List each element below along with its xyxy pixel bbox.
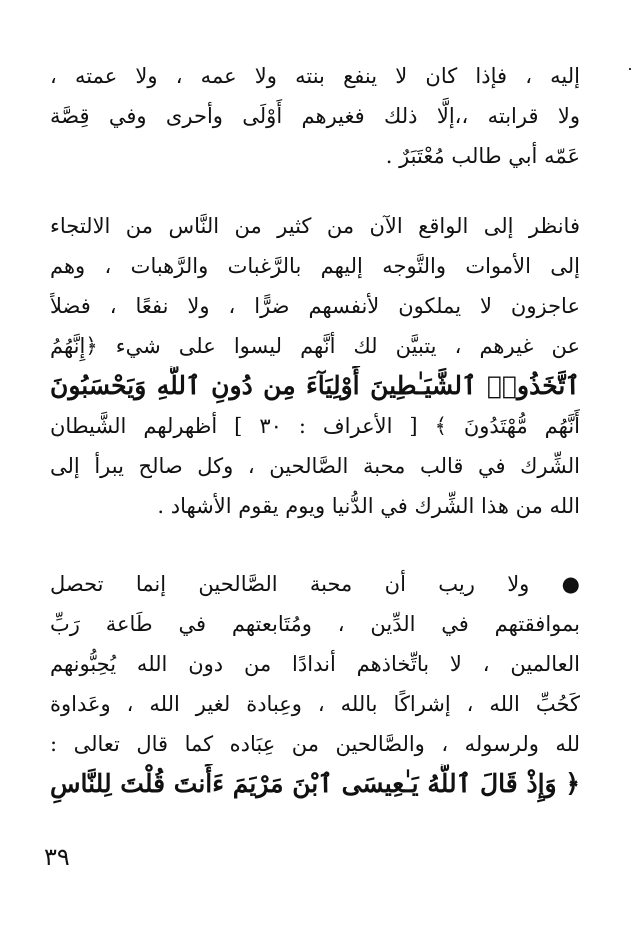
text-line: ولا قرابته ،،إلَّا ذلك فغيرهم أَوْلَى وأحرى وفي قِصَّة [50,104,580,128]
page-number: ٣٩ [44,843,70,871]
text-line: أَنَّهُم مُّهْتَدُونَ ﴾ [ الأعراف : ٣٠ ] أظهرلهم الشَّيطان [50,414,580,438]
paragraph-3 [50,564,580,804]
text-line: الله من هذا الشِّرك في الدُّنيا ويوم يقوم الأشهاد . [157,494,580,518]
text-line: العالمين ، لا باتِّخاذهم أندادًا من دون الله يُحِبُّونهم [50,652,580,676]
scan-edge-mark [629,68,631,70]
text-line: عاجزون لا يملكون لأنفسهم ضرًّا ، ولا نفعًا ، فضلاً [50,294,580,318]
text-line: الشِّرك في قالب محبة الصَّالحين ، وكل صالح يبرأ إلى [50,454,580,478]
text-line: لله ولرسوله ، والصَّالحين من عِبَاده كما قال تعالى : [50,732,580,756]
text-line: إليه ، فإذا كان لا ينفع بنته ولا عمه ، ولا عمته ، [50,64,580,88]
quran-verse-line: ٱتَّخَذُوا۟ ٱلشَّيَـٰطِينَ أَوْلِيَآءَ مِن دُونِ ٱللَّهِ وَيَحْسَبُونَ [50,371,580,400]
text-line: عن غيرهم ، يتبيَّن لك أنَّهم ليسوا على شيء ﴿إِنَّهُمُ [50,334,580,358]
paragraph-1 [50,56,580,176]
paragraph-2 [50,206,580,526]
text-line: كَحُبِّ الله ، إشراكًا بالله ، وعِبادة لغير الله ، وعَداوة [50,692,580,716]
text-line: بموافقتهم في الدِّين ، ومُتَابعتهم في طَاعة رَبِّ [50,612,580,636]
text-line: عَمّه أبي طالب مُعْتَبَرٌ . [385,144,580,168]
text-line: إلى الأموات والتَّوجه إليهم بالرَّغبات والرَّهبات ، وهم [50,254,580,278]
text-line: ● ولا ريب أن محبة الصَّالحين إنما تحصل [50,572,580,596]
text-line: فانظر إلى الواقع الآن من كثير من النَّاس من الالتجاء [50,214,580,238]
quran-verse-line: ﴿ وَإِذْ قَالَ ٱللَّهُ يَـٰعِيسَى ٱبْنَ مَرْيَمَ ءَأَنتَ قُلْتَ لِلنَّاسِ [50,769,580,798]
